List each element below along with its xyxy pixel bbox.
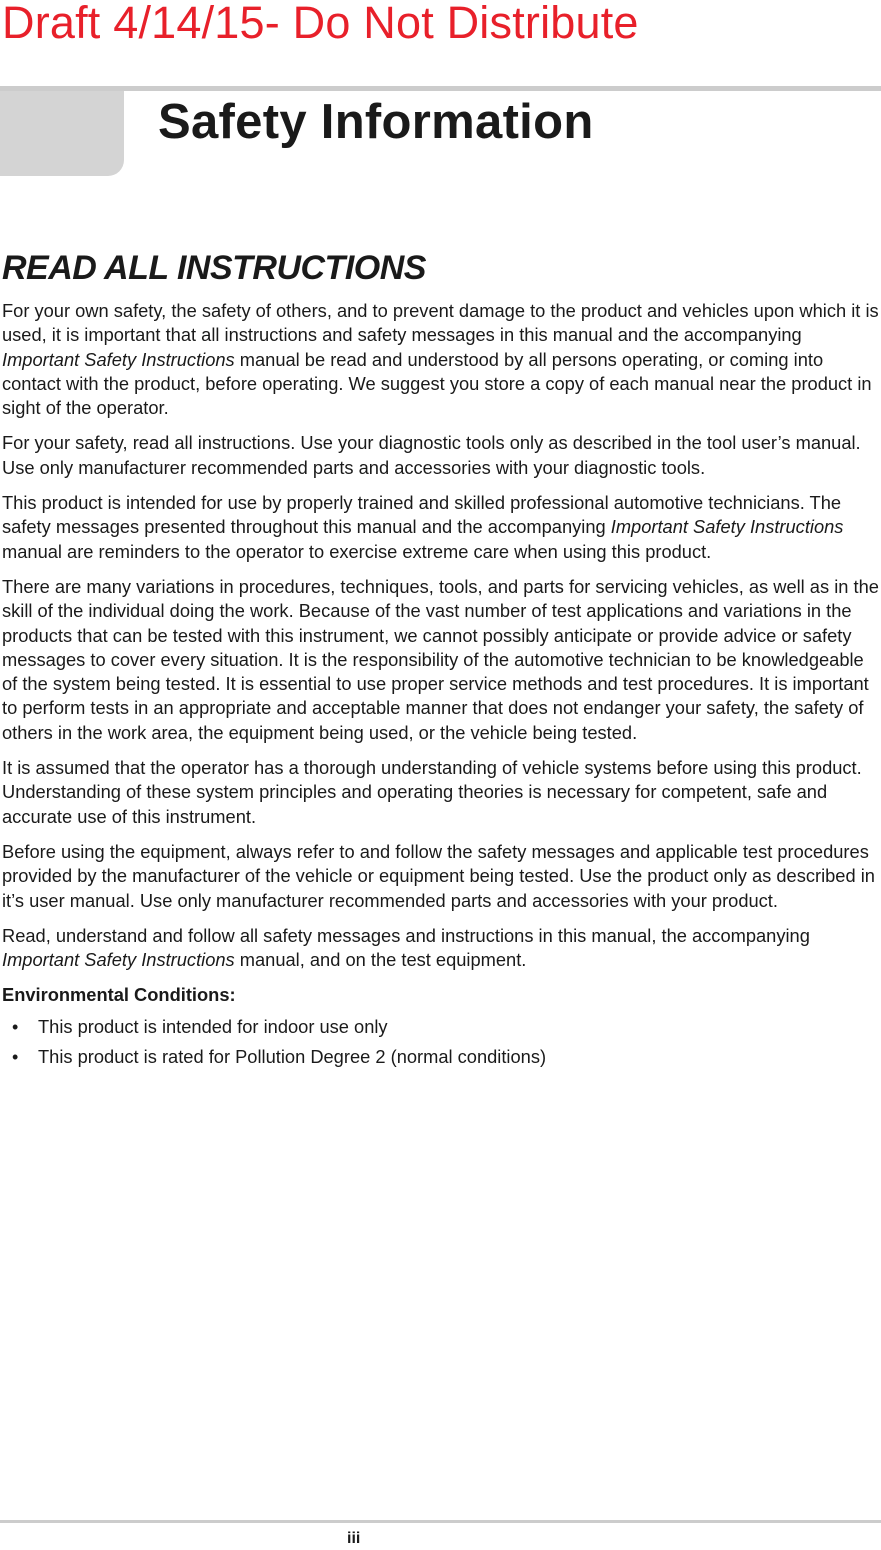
environmental-conditions-list: [2, 1015, 881, 1069]
paragraph-7-doc-title: Important Safety Instructions: [2, 949, 235, 971]
paragraph-4: There are many variations in procedures, techniques, tools, and parts for servicing vehicles, as well as in the skill of the individual doing the work. Because of the vast number of test applications and variations in the products that can be tested with this instrument, we cannot possibly anticipate or provide advice or safety messages to cover every situation. It is the responsibility of the automotive technician to be knowledgeable of the system being tested. It is essential to use proper service methods and test procedures. It is important to perform tests in an appropriate and acceptable manner that does not endanger your safety, the safety of others in the work area, the equipment being used, or the vehicle being tested.: [2, 575, 879, 743]
section-heading: READ ALL INSTRUCTIONS: [2, 249, 426, 287]
footer-rule: [0, 1520, 881, 1523]
paragraph-1-doc-title: Important Safety Instructions: [2, 348, 235, 370]
paragraph-3-text-b: manual are reminders to the operator to exercise extreme care when using this product.: [2, 540, 712, 562]
list-item-text: This product is intended for indoor use only: [38, 1016, 388, 1038]
paragraph-2: For your safety, read all instructions. Use your diagnostic tools only as described in the tool user’s manual. Use only manufacturer recommended parts and accessories with your diagnostic tools.: [2, 432, 861, 478]
paragraph-1: [2, 299, 881, 420]
draft-watermark: Draft 4/14/15- Do Not Distribute: [2, 0, 639, 48]
paragraph-6: Before using the equipment, always refer to and follow the safety messages and applicable test procedures provided by the manufacturer of the vehicle or equipment being tested. Use the product only as described in it’s user manual. Use only manufacturer recommended parts and accessories with your product.: [2, 840, 875, 911]
paragraph-7-text-a: Read, understand and follow all safety messages and instructions in this manual, the accompanying: [2, 924, 810, 946]
header-rule: [0, 86, 881, 91]
chapter-tab: [0, 91, 124, 176]
list-item-text: This product is rated for Pollution Degree 2 (normal conditions): [38, 1046, 547, 1068]
paragraph-1-text-b: manual be read and understood by all persons operating, or coming into contact with the product, before operating. We suggest you store a copy of each manual near the product in sight of the operator.: [2, 348, 872, 419]
paragraph-3-text-a: This product is intended for use by properly trained and skilled professional automotive technicians. The safety messages presented throughout this manual and the accompanying: [2, 492, 842, 538]
paragraph-5: It is assumed that the operator has a thorough understanding of vehicle systems before using this product. Understanding of these system principles and operating theories is necessary for competent, safe and accurate use of this instrument.: [2, 757, 862, 827]
list-item: [2, 1045, 881, 1069]
paragraph-7: [2, 924, 881, 973]
page-number: iii: [347, 1530, 361, 1547]
bullet-icon: •: [12, 1017, 19, 1038]
list-item: [2, 1015, 881, 1039]
environmental-conditions-heading: Environmental Conditions:: [2, 984, 236, 1006]
page-body: [2, 248, 881, 1075]
chapter-title: Safety Information: [158, 95, 594, 149]
paragraph-7-text-b: manual, and on the test equipment.: [234, 949, 527, 971]
paragraph-3: [2, 491, 881, 564]
paragraph-1-text-a: For your own safety, the safety of others, and to prevent damage to the product and vehicles upon which it is used, it is important that all instructions and safety messages in this manual and the accompanying: [2, 300, 879, 346]
bullet-icon: •: [12, 1047, 19, 1068]
paragraph-3-doc-title: Important Safety Instructions: [610, 516, 844, 538]
